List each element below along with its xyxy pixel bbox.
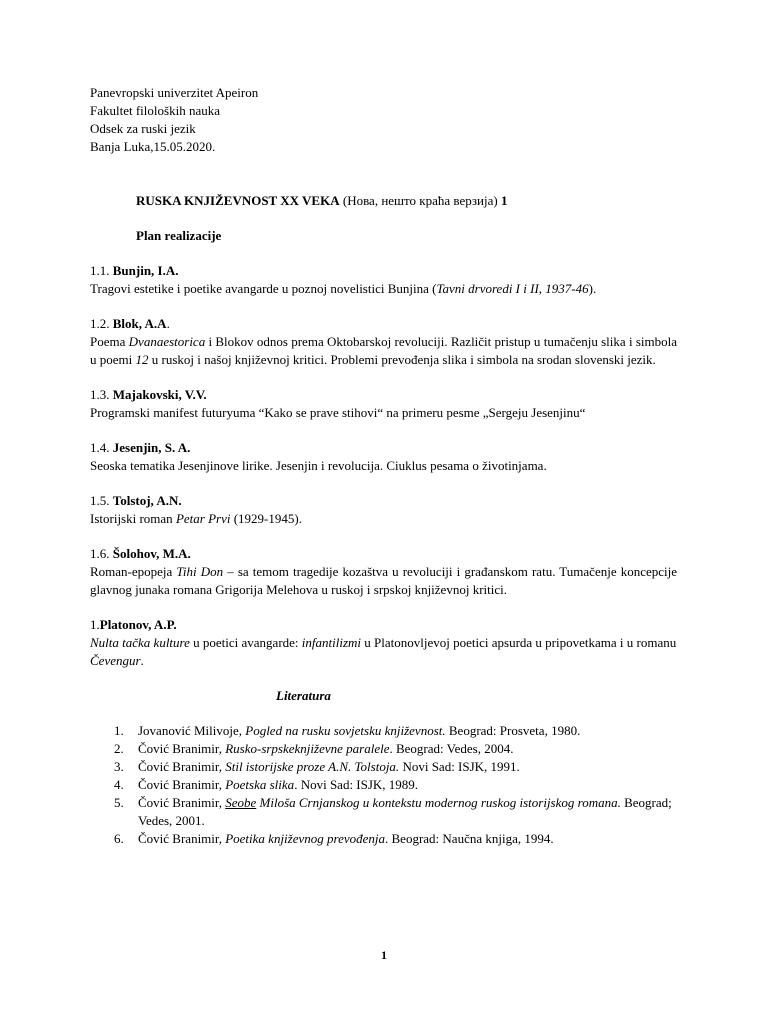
text-part: (1929-1945). <box>230 511 302 526</box>
document-page <box>90 84 677 848</box>
work-title: infantilizmi <box>301 635 362 650</box>
item-number: 3. <box>114 759 124 774</box>
section-text: Seoska tematika Jesenjinove lirike. Jesenjin i revolucija. Ciuklus pesama o životinjama. <box>90 458 547 473</box>
work-title: 12 <box>135 352 149 367</box>
item-author: Čović Branimir <box>138 741 219 756</box>
item-title: Poetika književnog prevođenja <box>225 831 386 846</box>
section-jesenjin <box>90 439 677 475</box>
section-heading <box>90 439 677 457</box>
document-title <box>90 192 677 210</box>
work-title: Nulta tačka kulture <box>90 635 190 650</box>
item-publisher: . Beograd: Vedes, 2004. <box>389 741 514 756</box>
literature-list <box>90 722 677 848</box>
section-number: 1. <box>90 617 100 632</box>
work-title: Čevengur <box>90 653 141 668</box>
author-name: Šolohov, M.A. <box>112 546 191 561</box>
text-part: ). <box>588 281 597 296</box>
section-heading <box>90 545 677 563</box>
plan-heading: Plan realizacije <box>136 228 222 243</box>
literature-item <box>114 830 677 848</box>
work-title: Dvanaestorica <box>128 334 206 349</box>
literature-item <box>114 758 677 776</box>
author-name: Majakovski, V.V. <box>112 387 207 402</box>
author-name: Blok, A.A <box>112 316 167 331</box>
item-number: 6. <box>114 831 124 846</box>
item-title: Poetska slika <box>225 777 295 792</box>
work-title: Tavni drvoredi I i II, 1937-46 <box>436 281 589 296</box>
literature-item <box>114 776 677 794</box>
text-part: Poema <box>90 334 129 349</box>
section-number: 1.2. <box>90 316 113 331</box>
section-number: 1.4. <box>90 440 113 455</box>
work-title: Petar Prvi <box>175 511 231 526</box>
item-number: 2. <box>114 741 124 756</box>
text-part: , <box>218 759 226 774</box>
item-publisher: . Beograd: Naučna knjiga, 1994. <box>385 831 554 846</box>
section-text <box>90 333 677 369</box>
literature-item <box>114 794 677 830</box>
text-part: , <box>238 723 246 738</box>
section-bunjin <box>90 262 677 298</box>
item-publisher: Beograd; Vedes, 2001. <box>138 795 672 828</box>
literature-heading: Literatura <box>276 688 331 703</box>
item-title: Pogled na rusku sovjetsku književnost. <box>245 723 446 738</box>
item-title: Rusko-srpskeknjiževne paralele <box>225 741 390 756</box>
section-platonov <box>90 616 677 670</box>
text-part: u Platonovljevoj poetici apsurda u pripovetkama i u romanu <box>361 635 677 650</box>
item-number: 4. <box>114 777 124 792</box>
section-text <box>90 280 677 298</box>
item-publisher: Novi Sad: ISJK, 1991. <box>399 759 520 774</box>
text-part: Istorijski roman <box>90 511 176 526</box>
section-text <box>90 510 677 528</box>
author-name: Jesenjin, S. A. <box>112 440 191 455</box>
item-number: 5. <box>114 795 124 810</box>
section-number: 1.1. <box>90 263 113 278</box>
section-heading <box>90 315 677 333</box>
item-author: Čović Branimir <box>138 777 219 792</box>
text-part: . <box>140 653 144 668</box>
title-main: RUSKA KNJIŽEVNOST XX VEKA <box>136 193 340 208</box>
section-number: 1.6. <box>90 546 113 561</box>
section-heading <box>90 386 677 404</box>
section-text <box>90 634 677 670</box>
item-title <box>225 795 621 810</box>
university-name: Panevropski univerzitet Apeiron <box>90 85 259 100</box>
literature-item <box>114 740 677 758</box>
title-subtitle: (Нова, нешто краћа верзија) <box>339 193 498 208</box>
author-name: Bunjin, I.A. <box>112 263 179 278</box>
item-publisher: Beograd: Prosveta, 1980. <box>445 723 581 738</box>
item-author: Čović Branimir <box>138 831 219 846</box>
department-name: Odsek za ruski jezik <box>90 121 196 136</box>
work-title: Tihi Don <box>176 564 224 579</box>
section-number: 1.5. <box>90 493 113 508</box>
item-author: Jovanović Milivoje <box>138 723 239 738</box>
item-author: Čović Branimir <box>138 795 219 810</box>
page-number: 1 <box>381 948 387 962</box>
section-solohov <box>90 545 677 599</box>
item-number: 1. <box>114 723 124 738</box>
section-heading <box>90 616 677 634</box>
section-heading <box>90 492 677 510</box>
item-title: Stil istorijske proze A.N. Tolstoja. <box>225 759 400 774</box>
item-title-underlined: Seobe <box>225 795 257 810</box>
text-part: , <box>218 777 226 792</box>
section-heading <box>90 262 677 280</box>
item-author: Čović Branimir <box>138 759 219 774</box>
literature-item <box>114 722 677 740</box>
text-part: u ruskoj i našoj književnoj kritici. Problemi prevođenja slika i simbola na srodan slovenski jezik. <box>148 352 656 367</box>
text-part: i Blokov odnos prema Oktobarskoj revoluciji. Različit pristup u tumačenju slika i simbola u poemi <box>90 334 677 367</box>
text-part: , <box>218 741 226 756</box>
text-part: , <box>218 795 226 810</box>
title-number: 1 <box>500 193 508 208</box>
text-part: Roman-epopeja <box>90 564 177 579</box>
place-date: Banja Luka,15.05.2020. <box>90 139 216 154</box>
text-part: Miloša Crnjanskog u kontekstu modernog ruskog istorijskog romana. <box>256 795 621 810</box>
text-part: – sa temom tragedije kozaštva u revoluciji i građanskom ratu. Tumačenje koncepcije glavnog junaka romana Grigorija Melehova u ruskoj i srpskoj književnoj kritici. <box>90 564 677 597</box>
text-part: u poetici avangarde: <box>189 635 302 650</box>
section-tolstoj <box>90 492 677 528</box>
section-number: 1.3. <box>90 387 113 402</box>
text-part: , <box>218 831 226 846</box>
text-part: . <box>166 316 170 331</box>
section-text: Programski manifest futuryuma “Kako se prave stihovi“ na primeru pesme „Sergeju Jesenjinu“ <box>90 405 586 420</box>
author-name: Platonov, A.P. <box>99 617 177 632</box>
faculty-name: Fakultet filoloških nauka <box>90 103 220 118</box>
text-part: Tragovi estetike i poetike avangarde u poznoj novelistici Bunjina ( <box>90 281 437 296</box>
section-text <box>90 563 677 599</box>
section-majakovski <box>90 386 677 422</box>
item-publisher: . Novi Sad: ISJK, 1989. <box>294 777 419 792</box>
section-blok <box>90 315 677 369</box>
institution-header <box>90 84 677 156</box>
author-name: Tolstoj, A.N. <box>112 493 182 508</box>
